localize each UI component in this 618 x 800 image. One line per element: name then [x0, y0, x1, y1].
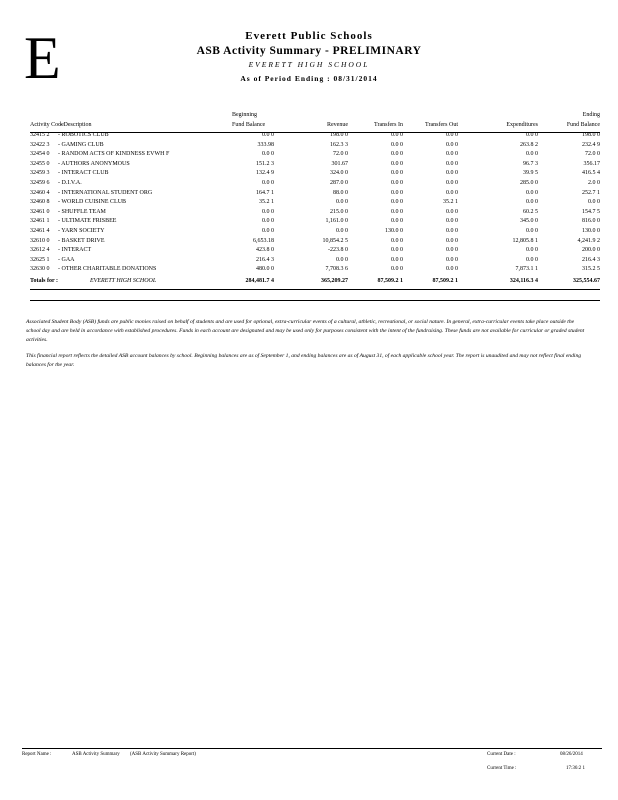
cell-activity-code: 32461 0: [30, 208, 50, 215]
cell-transfers-in: 0.0 0: [391, 266, 403, 273]
cell-description: - OTHER CHARITABLE DONATIONS: [58, 266, 157, 273]
cell-description: - GAA: [58, 256, 75, 263]
cell-description: - AUTHORS ANONYMOUS: [58, 160, 130, 167]
cell-transfers-in: 0.0 0: [391, 247, 403, 254]
cell-expenditures: 12,805.8 1: [512, 237, 538, 244]
cell-ending-balance: 198.0 0: [582, 132, 600, 138]
footer-report-label: Report Name :: [22, 752, 52, 757]
cell-ending-balance: 816.0 0: [582, 218, 600, 225]
totals-rule: [30, 289, 600, 290]
cell-transfers-out: 0.0 0: [446, 237, 458, 244]
cell-description: - INTERACT: [58, 247, 92, 254]
cell-description: - ROBOTICS CLUB: [58, 132, 109, 138]
cell-ending-balance: 72.0 0: [585, 151, 600, 158]
footer-report-desc: (ASB Activity Summary Report): [130, 752, 196, 757]
cell-transfers-out: 0.0 0: [446, 218, 458, 225]
cell-revenue: 301.67: [331, 160, 348, 167]
table-row: [30, 151, 600, 161]
activity-table: [30, 112, 600, 288]
cell-revenue: 162.3 3: [330, 141, 348, 148]
cell-beginning-balance: 132.4 9: [256, 170, 274, 177]
cell-transfers-in: 130.0 0: [385, 227, 403, 234]
org-name: Everett Public Schools: [245, 30, 373, 42]
cell-activity-code: 32454 0: [30, 151, 50, 158]
footer-time-value: 17:36:2 1: [566, 766, 586, 771]
totals-ending: 325,554.67: [573, 277, 600, 284]
cell-expenditures: 0.0 0: [526, 247, 538, 254]
cell-description: - ULTIMATE FRISBEE: [58, 218, 117, 225]
cell-ending-balance: 356.17: [583, 160, 600, 167]
cell-beginning-balance: 0.0 0: [262, 227, 274, 234]
cell-activity-code: 32459 3: [30, 170, 50, 177]
cell-revenue: 198.0 0: [330, 132, 348, 138]
cell-expenditures: 0.0 0: [526, 189, 538, 196]
table-row: [30, 199, 600, 209]
cell-description: - RANDOM ACTS OF KINDNESS EVWH F: [58, 151, 170, 158]
col-beginning-bottom: Fund Balance: [232, 122, 266, 128]
cell-revenue: -223.8 0: [328, 247, 348, 254]
totals-expenditures: 324,116.3 4: [509, 277, 538, 284]
cell-transfers-out: 0.0 0: [446, 151, 458, 158]
cell-transfers-out: 0.0 0: [446, 141, 458, 148]
cell-transfers-in: 0.0 0: [391, 189, 403, 196]
cell-transfers-out: 0.0 0: [446, 208, 458, 215]
table-row: [30, 247, 600, 257]
note-asb-funds: Associated Student Body (ASB) funds are public monies raised on behalf of students and are used for optional, extra-curricular events of a cultural, athletic, recreational, or social nature. In general, extra-curricular events take place outside the school day and are held in accordance with established procedures. Funds in each account are designated and may be used only for purposes consistent with the intent of the fundraising. These funds are not available for curricular or graded student activities.: [26, 319, 585, 343]
cell-ending-balance: 4,241.9 2: [577, 237, 600, 244]
cell-activity-code: 32459 6: [30, 179, 50, 186]
cell-expenditures: 96.7 3: [523, 160, 538, 167]
cell-activity-code: 32630 0: [30, 266, 50, 273]
table-row: [30, 170, 600, 180]
cell-description: - YARN SOCIETY: [58, 227, 105, 234]
footer-rule: [22, 748, 602, 749]
cell-beginning-balance: 0.0 0: [262, 151, 274, 158]
table-row: [30, 228, 600, 238]
cell-activity-code: 32415 2: [30, 132, 50, 138]
col-revenue: Revenue: [327, 122, 348, 128]
cell-beginning-balance: 35.2 1: [259, 199, 274, 206]
totals-transfers-in: 87,509.2 1: [377, 277, 403, 284]
cell-activity-code: 32625 1: [30, 256, 50, 263]
cell-ending-balance: 154.7 5: [582, 208, 600, 215]
cell-transfers-in: 0.0 0: [391, 208, 403, 215]
cell-transfers-out: 0.0 0: [446, 247, 458, 254]
table-row: [30, 218, 600, 228]
cell-transfers-in: 0.0 0: [391, 170, 403, 177]
cell-beginning-balance: 216.4 3: [256, 256, 274, 263]
cell-transfers-out: 0.0 0: [446, 160, 458, 167]
cell-transfers-out: 0.0 0: [446, 256, 458, 263]
col-transfers-in: Transfers In: [374, 122, 403, 128]
footer-date-value: 08/26/2014: [560, 752, 583, 757]
cell-revenue: 88.0 0: [333, 189, 348, 196]
footer-time-label: Current Time :: [487, 766, 517, 771]
cell-beginning-balance: 423.8 0: [256, 247, 274, 254]
cell-description: - SHUFFLE TEAM: [58, 208, 106, 215]
cell-revenue: 0.0 0: [336, 256, 348, 263]
col-description: - Description: [60, 122, 92, 128]
table-row: [30, 238, 600, 248]
cell-transfers-out: 0.0 0: [446, 227, 458, 234]
footer-report-name: ASB Activity Summary: [72, 752, 120, 757]
cell-expenditures: 285.0 0: [520, 179, 538, 186]
cell-revenue: 324.0 0: [330, 170, 348, 177]
cell-activity-code: 32422 3: [30, 141, 50, 148]
table-row: [30, 142, 600, 152]
totals-label: Totals for :: [30, 277, 59, 284]
cell-revenue: 7,708.3 6: [325, 266, 348, 273]
totals-bottom-rule: [30, 300, 600, 301]
cell-expenditures: 345.0 0: [520, 218, 538, 225]
cell-activity-code: 32455 0: [30, 160, 50, 167]
table-row: [30, 209, 600, 219]
cell-beginning-balance: 0.0 0: [262, 179, 274, 186]
cell-ending-balance: 0.0 0: [588, 199, 600, 206]
cell-transfers-in: 0.0 0: [391, 218, 403, 225]
cell-activity-code: 32461 4: [30, 227, 50, 234]
cell-ending-balance: 252.7 1: [582, 189, 600, 196]
cell-description: - BASKET DRIVE: [58, 237, 105, 244]
cell-transfers-in: 0.0 0: [391, 132, 403, 138]
cell-ending-balance: 216.4 3: [582, 256, 600, 263]
cell-expenditures: 60.2 5: [523, 208, 538, 215]
cell-revenue: 0.0 0: [336, 227, 348, 234]
cell-beginning-balance: 6,653.18: [253, 237, 274, 244]
col-transfers-out: Transfers Out: [425, 122, 458, 128]
period-ending: As of Period Ending : 08/31/2014: [240, 74, 378, 83]
cell-ending-balance: 2.0 0: [588, 179, 600, 186]
cell-beginning-balance: 0.0 0: [262, 208, 274, 215]
totals-beginning: 284,481.7 4: [245, 277, 274, 284]
cell-description: - INTERACT CLUB: [58, 170, 109, 177]
cell-transfers-in: 0.0 0: [391, 160, 403, 167]
cell-expenditures: 39.9 5: [523, 170, 538, 177]
table-header: [30, 112, 600, 132]
cell-expenditures: 0.0 0: [526, 227, 538, 234]
header-rule: [30, 132, 600, 133]
cell-description: - D.I.V.A.: [58, 179, 82, 186]
cell-activity-code: 32610 0: [30, 237, 50, 244]
table-row: [30, 257, 600, 267]
school-name: EVERETT HIGH SCHOOL: [248, 60, 370, 69]
cell-revenue: 1,161.0 0: [325, 218, 348, 225]
cell-transfers-in: 0.0 0: [391, 141, 403, 148]
cell-expenditures: 0.0 0: [526, 132, 538, 138]
cell-transfers-in: 0.0 0: [391, 256, 403, 263]
footer-date-label: Current Date :: [487, 752, 516, 757]
report-title: ASB Activity Summary - PRELIMINARY: [196, 45, 422, 57]
table-row: [30, 161, 600, 171]
cell-beginning-balance: 164.7 1: [256, 189, 274, 196]
note-report-basis: This financial report reflects the detailed ASB account balances by school. Beginning balances are as of September 1, and ending balances are as of August 31, of each applicable school year. The report is unaudited and may not reflect final ending balances for the year.: [26, 353, 582, 368]
cell-ending-balance: 232.4 9: [582, 141, 600, 148]
table-body: [30, 132, 600, 276]
cell-ending-balance: 130.0 0: [582, 227, 600, 234]
cell-ending-balance: 200.0 0: [582, 247, 600, 254]
cell-beginning-balance: 333.98: [257, 141, 274, 148]
cell-beginning-balance: 0.0 0: [262, 218, 274, 225]
table-row: [30, 180, 600, 190]
cell-expenditures: 0.0 0: [526, 256, 538, 263]
cell-description: - GAMING CLUB: [58, 141, 104, 148]
cell-ending-balance: 315.2 5: [582, 266, 600, 273]
cell-transfers-out: 0.0 0: [446, 189, 458, 196]
cell-transfers-in: 0.0 0: [391, 151, 403, 158]
cell-activity-code: 32460 4: [30, 189, 50, 196]
cell-revenue: 0.0 0: [336, 199, 348, 206]
cell-activity-code: 32460 8: [30, 199, 50, 206]
cell-transfers-out: 0.0 0: [446, 132, 458, 138]
cell-expenditures: 263.8 2: [520, 141, 538, 148]
cell-activity-code: 32461 1: [30, 218, 50, 225]
cell-expenditures: 0.0 0: [526, 151, 538, 158]
cell-beginning-balance: 151.2 3: [256, 160, 274, 167]
cell-beginning-balance: 0.0 0: [262, 132, 274, 138]
totals-school: EVERETT HIGH SCHOOL: [90, 277, 157, 284]
col-expenditures: Expenditures: [506, 122, 538, 128]
cell-description: - INTERNATIONAL STUDENT ORG: [58, 189, 153, 196]
totals-transfers-out: 87,509.2 1: [432, 277, 458, 284]
table-row: [30, 190, 600, 200]
table-row: [30, 266, 600, 276]
cell-revenue: 287.0 0: [330, 179, 348, 186]
cell-revenue: 72.0 0: [333, 151, 348, 158]
cell-transfers-out: 0.0 0: [446, 266, 458, 273]
cell-activity-code: 32612 4: [30, 247, 50, 254]
cell-transfers-out: 0.0 0: [446, 170, 458, 177]
cell-transfers-in: 0.0 0: [391, 179, 403, 186]
col-beginning-top: Beginning: [232, 112, 257, 118]
cell-description: - WORLD CUISINE CLUB: [58, 199, 127, 206]
col-activity-code: Activity Code: [30, 122, 64, 128]
totals-revenue: 365,209.27: [321, 277, 348, 284]
cell-transfers-out: 35.2 1: [443, 199, 458, 206]
cell-beginning-balance: 480.0 0: [256, 266, 274, 273]
cell-revenue: 10,854.2 5: [322, 237, 348, 244]
totals-row: [30, 278, 600, 288]
cell-transfers-in: 0.0 0: [391, 237, 403, 244]
col-ending-bottom: Fund Balance: [566, 122, 600, 128]
cell-expenditures: 0.0 0: [526, 199, 538, 206]
cell-ending-balance: 416.5 4: [582, 170, 600, 177]
cell-transfers-out: 0.0 0: [446, 179, 458, 186]
table-row: [30, 132, 600, 142]
col-ending-top: Ending: [582, 112, 600, 118]
cell-expenditures: 7,873.1 1: [515, 266, 538, 273]
district-logo-letter: E: [24, 25, 61, 91]
cell-transfers-in: 0.0 0: [391, 199, 403, 206]
cell-revenue: 215.0 0: [330, 208, 348, 215]
